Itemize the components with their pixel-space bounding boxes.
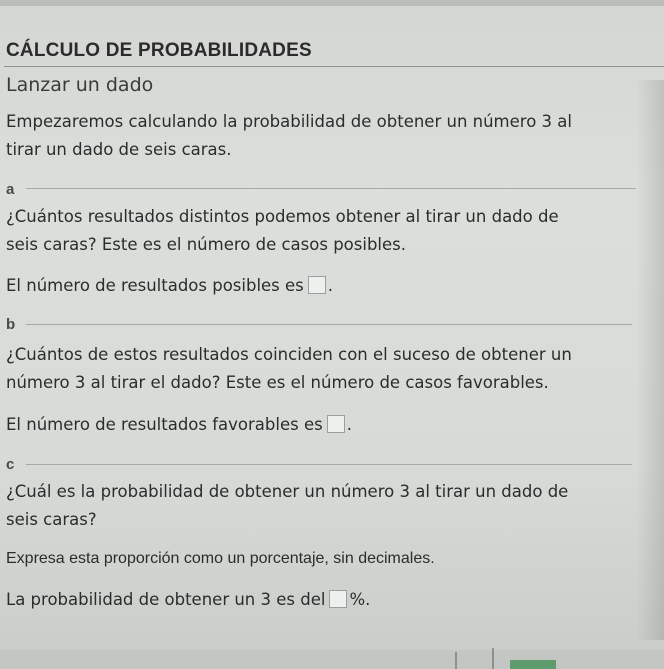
- section-b-question-line-1: ¿Cuántos de estos resultados coinciden con el suceso de obtener un: [6, 345, 572, 364]
- bottom-divider-1: [455, 652, 457, 669]
- screen-edge-shadow: [636, 80, 664, 640]
- section-a-answer-suffix: .: [327, 276, 334, 295]
- section-a-question-line-2: seis caras? Este es el número de casos posibles.: [6, 235, 406, 254]
- section-b-label: b: [6, 316, 16, 333]
- section-b-answer-text: El número de resultados favorables es: [6, 415, 323, 434]
- intro-line-1: Empezaremos calculando la probabilidad de obtener un número 3 al: [6, 112, 572, 131]
- section-c-answer: [6, 586, 370, 614]
- section-a-label: a: [6, 181, 15, 198]
- intro-line-2: tirar un dado de seis caras.: [6, 140, 232, 159]
- section-c-question-line-2: seis caras?: [6, 510, 97, 529]
- section-a-answer: [6, 272, 333, 300]
- top-bar: [0, 0, 664, 6]
- section-a-question: [6, 203, 559, 259]
- bottom-divider-2: [492, 648, 494, 669]
- section-b-answer-suffix: .: [346, 415, 352, 434]
- section-a-divider: [26, 188, 636, 189]
- section-b-question-line-2: número 3 al tirar el dado? Este es el número de casos favorables.: [6, 373, 549, 392]
- section-b-divider: [26, 324, 632, 325]
- section-c-question: [6, 478, 568, 534]
- section-a-answer-text: El número de resultados posibles es: [6, 276, 304, 295]
- section-c-answer-text: La probabilidad de obtener un 3 es del: [6, 590, 326, 609]
- bottom-green-tab[interactable]: [510, 660, 556, 669]
- section-c-divider: [26, 464, 632, 465]
- answer-box-b[interactable]: [327, 415, 345, 433]
- section-b-question: [6, 341, 572, 397]
- answer-box-c[interactable]: [329, 590, 347, 608]
- section-c-question-line-1: ¿Cuál es la probabilidad de obtener un número 3 al tirar un dado de: [6, 482, 569, 501]
- section-c-answer-suffix: %.: [349, 590, 371, 609]
- bottom-bar: [0, 650, 664, 669]
- section-c-instruction: Expresa esta proporción como un porcentaje, sin decimales.: [6, 550, 435, 567]
- section-c-label: c: [6, 456, 15, 473]
- page-title: CÁLCULO DE PROBABILIDADES: [6, 40, 312, 61]
- title-divider: [4, 66, 664, 67]
- section-b-answer: [6, 411, 352, 439]
- intro-text: [6, 108, 572, 164]
- page-subtitle: Lanzar un dado: [6, 74, 154, 96]
- section-a-question-line-1: ¿Cuántos resultados distintos podemos obtener al tirar un dado de: [6, 207, 559, 226]
- answer-box-a[interactable]: [308, 276, 326, 294]
